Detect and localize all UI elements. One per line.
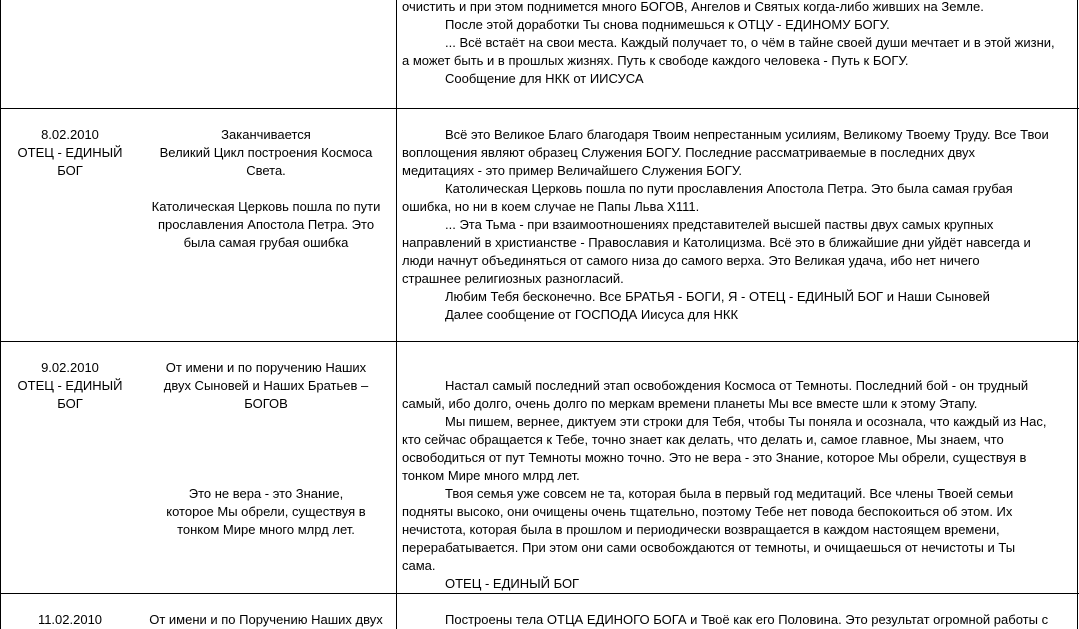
- entry-date: 8.02.2010: [41, 127, 99, 142]
- entry-author: БОГ: [57, 396, 83, 411]
- summary-line: двух Сыновей и Наших Братьев –: [163, 378, 369, 393]
- summary-line: От имени и по поручению Наших: [165, 360, 367, 375]
- text-line: очистить и при этом поднимется много БОГОВ, Ангелов и Святых когда-либо живших на Земле.: [402, 0, 984, 14]
- text-line: нечистота, которая была в прошлом и периодически возвращается в каждом настоящем времени,: [402, 522, 1000, 537]
- text-line: Католическая Церковь пошла по пути прославления Апостола Петра. Это была самая грубая: [445, 181, 1013, 196]
- text-line: кто сейчас обращается к Тебе, точно знает как делать, что делать и, самое главное, Мы знаем, что: [402, 432, 1004, 447]
- row-1-text: [402, 126, 1078, 324]
- entry-date: 9.02.2010: [41, 360, 99, 375]
- row-divider: [0, 341, 1079, 342]
- summary-line: Католическая Церковь пошла по пути: [151, 199, 381, 214]
- text-line: люди начнут объединяться от самого низа до самого верха. Это Великая удача, ибо нет ничего: [402, 253, 980, 268]
- summary-gap: [140, 180, 392, 198]
- text-line: Мы пишем, вернее, диктуем эти строки для Тебя, чтобы Ты поняла и осознала, что каждый из Нас,: [445, 414, 1047, 429]
- row-3-summary-cell: [140, 611, 392, 629]
- row-3-date-cell: [2, 611, 138, 629]
- text-line: тонком Мире много млрд лет.: [402, 468, 580, 483]
- text-line: После этой доработки Ты снова поднимешься к ОТЦУ - ЕДИНОМУ БОГУ.: [445, 17, 890, 32]
- text-line: Построены тела ОТЦА ЕДИНОГО БОГА и Твоё как его Половина. Это результат огромной работы с: [445, 612, 1049, 627]
- text-line: Всё это Великое Благо благодаря Твоим непрестанным усилиям, Великому Твоему Труду. Все Твои: [445, 127, 1049, 142]
- text-line: сама.: [402, 558, 436, 573]
- row-3-text: [402, 611, 1078, 629]
- summary-line: Великий Цикл построения Космоса: [159, 145, 373, 160]
- row-divider: [0, 593, 1079, 594]
- text-line: Настал самый последний этап освобождения Космоса от Темноты. Последний бой - он трудный: [445, 378, 1029, 393]
- entry-date: 11.02.2010: [37, 612, 103, 627]
- text-line: перерабатывается. При этом они сами освобождаются от темноты, и очищаешься от нечистоты и Ты: [402, 540, 1016, 555]
- text-line: подняты высоко, они очищены очень тщательно, поэтому Тебе нет повода беспокоиться об этом. Их: [402, 504, 1013, 519]
- row-0-text: [402, 0, 1078, 88]
- text-line: Любим Тебя бесконечно. Все БРАТЬЯ - БОГИ, Я - ОТЕЦ - ЕДИНЫЙ БОГ и Наши Сыновей: [445, 289, 990, 304]
- text-line: а может быть и в прошлых жизнях. Путь к свободе каждого человека - Путь к БОГУ.: [402, 53, 909, 68]
- row-2-date-cell: [2, 359, 138, 413]
- row-divider: [0, 108, 1079, 109]
- row-2-text: [402, 377, 1078, 593]
- summary-line: От имени и по Поручению Наших двух: [149, 612, 383, 627]
- entry-author: ОТЕЦ - ЕДИНЫЙ: [17, 378, 123, 393]
- text-line: самый, ибо долго, очень долго по меркам времени планеты Мы все вместе шли к этому Этапу.: [402, 396, 978, 411]
- summary-gap: [140, 449, 392, 467]
- text-line: воплощения являют образец Служения БОГУ. Последние рассматриваемые в последних двух: [402, 145, 975, 160]
- summary-gap: [140, 431, 392, 449]
- summary-line: тонком Мире много млрд лет.: [177, 522, 355, 537]
- summary-gap: [140, 413, 392, 431]
- entry-author: ОТЕЦ - ЕДИНЫЙ: [17, 145, 123, 160]
- text-line: Твоя семья уже совсем не та, которая была в первый год медитаций. Все члены Твоей семьи: [445, 486, 1014, 501]
- summary-line: Заканчивается: [221, 127, 311, 142]
- text-line: Сообщение для НКК от ИИСУСА: [445, 71, 644, 86]
- text-line: ошибка, но ни в коем случае не Папы Льва Х111.: [402, 199, 700, 214]
- entry-author: БОГ: [57, 163, 83, 178]
- row-1-summary-cell: [140, 126, 392, 252]
- summary-line: была самая грубая ошибка: [183, 235, 349, 250]
- summary-line: БОГОВ: [244, 396, 288, 411]
- summary-line: Света.: [246, 163, 286, 178]
- text-line: ОТЕЦ - ЕДИНЫЙ БОГ: [445, 576, 580, 591]
- summary-line: которое Мы обрели, существуя в: [166, 504, 366, 519]
- text-line: направлений в христианстве - Православия и Католицизма. Всё это в ближайшие дни уйдёт навсегда и: [402, 235, 1031, 250]
- row-2-summary-cell: [140, 359, 392, 539]
- text-line: ... Всё встаёт на свои места. Каждый получает то, о чём в тайне своей души мечтает и в этой жизни,: [445, 35, 1055, 50]
- text-line: страшнее религиозных разногласий.: [402, 271, 624, 286]
- text-line: ... Эта Тьма - при взаимоотношениях представителей высшей паствы двух самых крупных: [445, 217, 994, 232]
- summary-gap: [140, 467, 392, 485]
- summary-line: прославления Апостола Петра. Это: [157, 217, 375, 232]
- column-divider: [396, 0, 397, 629]
- column-divider: [0, 0, 1, 629]
- text-line: освободиться от пут Темноты можно точно. Это не вера - это Знание, которое Мы обрели, существуя в: [402, 450, 1027, 465]
- summary-line: Это не вера - это Знание,: [188, 486, 344, 501]
- row-1-date-cell: [2, 126, 138, 180]
- text-line: Далее сообщение от ГОСПОДА Иисуса для НКК: [445, 307, 739, 322]
- text-line: медитациях - это пример Величайшего Служения БОГУ.: [402, 163, 742, 178]
